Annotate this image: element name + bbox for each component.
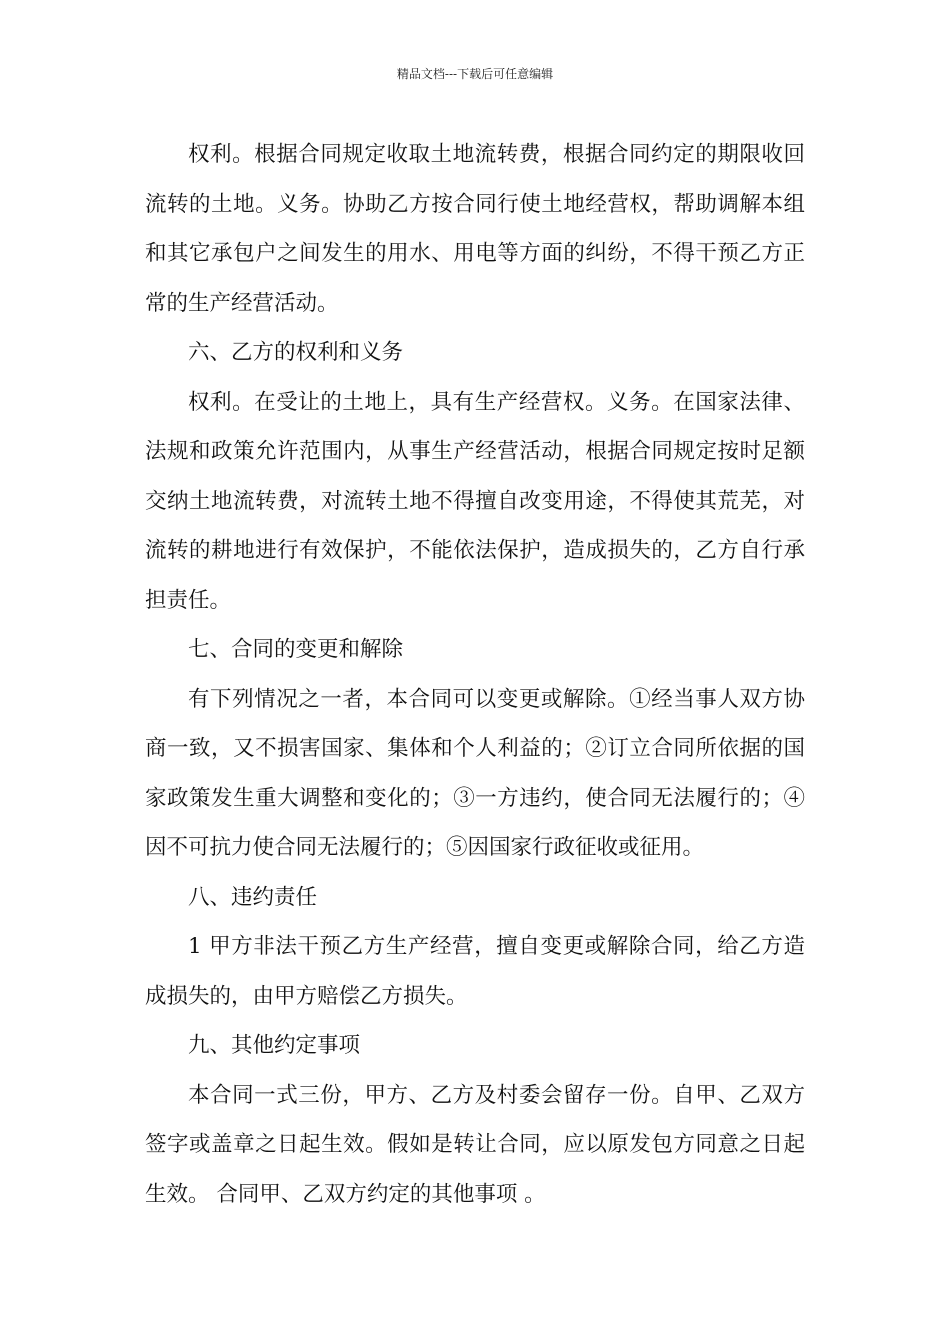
document-body <box>145 130 805 1219</box>
section-heading-7: 七、合同的变更和解除 <box>188 637 404 662</box>
paragraph-party-b-rights: 权利。在受让的土地上，具有生产经营权。义务。在国家法律、法规和政策允许范围内，从事生产经营活动，根据合同规定按时足额交纳土地流转费，对流转土地不得擅自改变用途，不得使其荒芜，对流转的耕地进行有效保护，不能依法保护，造成损失的，乙方自行承担责任。 <box>145 389 805 613</box>
paragraph-party-a-rights: 权利。根据合同规定收取土地流转费，根据合同约定的期限收回流转的土地。义务。协助乙方按合同行使土地经营权，帮助调解本组和其它承包户之间发生的用水、用电等方面的纠纷，不得干预乙方正常的生产经营活动。 <box>145 142 805 316</box>
section-heading-8: 八、违约责任 <box>188 884 318 910</box>
section-heading-9: 九、其他约定事项 <box>188 1033 361 1058</box>
section-heading-6: 六、乙方的权利和义务 <box>188 340 404 365</box>
paragraph-contract-change: 有下列情况之一者，本合同可以变更或解除。①经当事人双方协商一致，又不损害国家、集体和个人利益的；②订立合同所依据的国家政策发生重大调整和变化的；③一方违约，使合同无法履行的；④因不可抗力使合同无法履行的；⑤因国家行政征收或征用。 <box>145 686 805 860</box>
page-header: 精品文档---下载后可任意编辑 <box>396 67 554 81</box>
paragraph-breach-liability: 1 甲方非法干预乙方生产经营，擅自变更或解除合同，给乙方造成损失的，由甲方赔偿乙方损失。 <box>145 934 805 1009</box>
paragraph-other-matters: 本合同一式三份，甲方、乙方及村委会留存一份。自甲、乙双方签字或盖章之日起生效。假如是转让合同，应以原发包方同意之日起生效。 合同甲、乙双方约定的其他事项 。 <box>145 1082 805 1207</box>
